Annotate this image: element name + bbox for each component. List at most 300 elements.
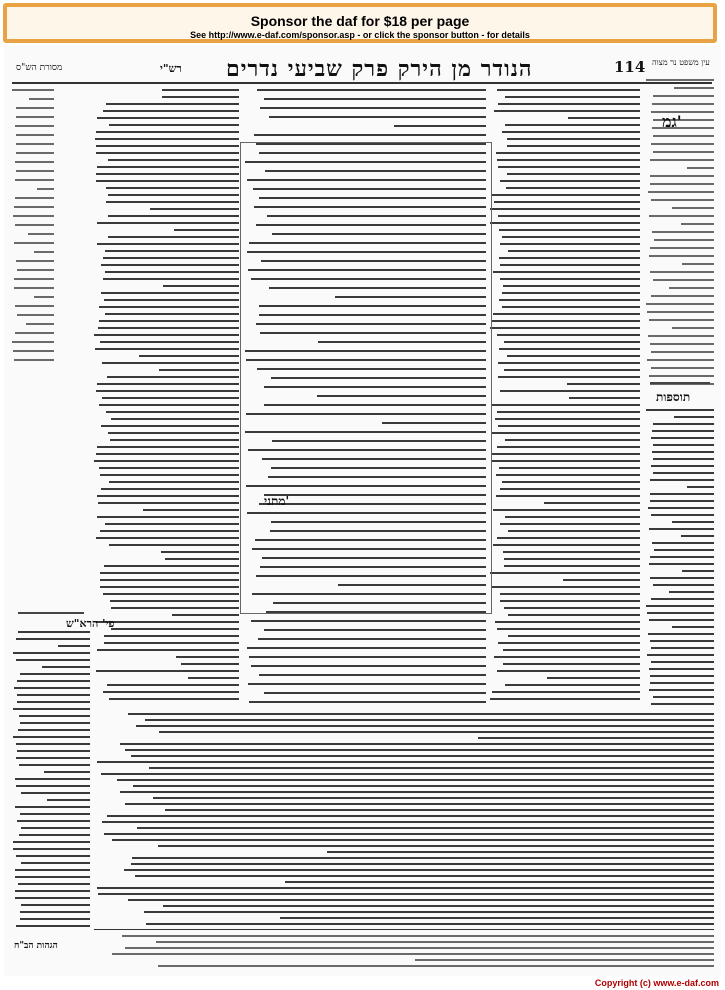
text-line: [505, 439, 640, 441]
text-line: [103, 593, 239, 595]
text-line: [97, 243, 239, 245]
text-line: [652, 542, 714, 544]
text-line: [181, 663, 239, 665]
text-line: [15, 125, 54, 127]
text-line: [492, 453, 640, 455]
folio-number: 114: [614, 58, 646, 76]
text-line: [20, 813, 90, 815]
text-line: [504, 558, 640, 560]
text-line: [650, 479, 714, 481]
text-line: [150, 208, 239, 210]
text-line: [158, 845, 714, 847]
text-line: [125, 803, 714, 805]
text-line: [18, 631, 90, 633]
text-line: [649, 255, 714, 257]
text-line: [649, 563, 714, 565]
text-line: [327, 851, 714, 853]
text-line: [650, 500, 714, 502]
text-line: [34, 296, 54, 298]
text-line: [497, 159, 640, 161]
text-line: [153, 797, 714, 799]
text-line: [20, 673, 90, 675]
text-line: [28, 233, 54, 235]
text-line: [98, 327, 239, 329]
text-line: [101, 264, 239, 266]
text-line: [44, 771, 90, 773]
text-line: [653, 458, 714, 460]
text-line: [97, 222, 239, 224]
text-line: [498, 103, 640, 105]
text-line: [496, 152, 640, 154]
hagahot-footnotes: [94, 932, 714, 968]
text-line: [649, 668, 714, 670]
text-line: [653, 279, 714, 281]
gemara-inner-frame: [240, 142, 492, 614]
text-line: [111, 628, 239, 630]
text-line: [498, 166, 640, 168]
text-line: [14, 687, 90, 689]
text-line: [249, 701, 486, 703]
text-line: [19, 764, 90, 766]
text-line: [264, 692, 486, 694]
text-line: [99, 306, 239, 308]
text-line: [16, 152, 54, 154]
text-line: [285, 881, 714, 883]
text-line: [15, 179, 54, 181]
text-line: [100, 530, 239, 532]
text-line: [13, 708, 90, 710]
text-line: [649, 528, 714, 530]
text-line: [13, 215, 54, 217]
text-line: [646, 605, 714, 607]
text-line: [107, 815, 714, 817]
text-line: [97, 649, 239, 651]
text-line: [14, 242, 54, 244]
text-line: [490, 208, 640, 210]
text-line: [159, 731, 714, 733]
text-line: [505, 124, 640, 126]
text-line: [646, 79, 714, 81]
text-line: [650, 682, 714, 684]
text-line: [21, 792, 90, 794]
text-line: [669, 591, 714, 593]
text-line: [13, 652, 90, 654]
text-line: [502, 481, 640, 483]
text-line: [504, 341, 640, 343]
text-line: [491, 432, 640, 434]
text-line: [649, 619, 714, 621]
text-line: [500, 264, 640, 266]
text-line: [493, 544, 640, 546]
text-line: [568, 117, 640, 119]
text-line: [651, 647, 714, 649]
text-line: [651, 199, 714, 201]
text-line: [109, 544, 239, 546]
text-line: [95, 348, 239, 350]
text-line: [505, 96, 640, 98]
text-line: [96, 453, 239, 455]
text-line: [13, 350, 54, 352]
text-line: [97, 166, 239, 168]
text-line: [650, 271, 714, 273]
text-line: [12, 341, 54, 343]
text-line: [95, 138, 239, 140]
text-line: [106, 103, 239, 105]
text-line: [144, 911, 714, 913]
text-line: [507, 138, 640, 140]
text-line: [15, 778, 90, 780]
text-line: [18, 729, 90, 731]
text-line: [495, 418, 640, 420]
text-line: [102, 397, 239, 399]
text-line: [146, 923, 714, 925]
text-line: [492, 404, 640, 406]
text-line: [264, 629, 486, 631]
sponsor-banner[interactable]: [3, 3, 717, 43]
text-line: [654, 549, 714, 551]
text-line: [654, 239, 714, 241]
text-line: [109, 124, 239, 126]
text-line: [500, 488, 640, 490]
text-line: [145, 719, 714, 721]
text-line: [502, 306, 640, 308]
text-line: [672, 521, 714, 523]
text-line: [490, 698, 640, 700]
text-line: [653, 584, 714, 586]
text-line: [17, 701, 90, 703]
text-line: [499, 229, 640, 231]
text-line: [650, 493, 714, 495]
text-line: [649, 375, 714, 377]
text-line: [254, 134, 486, 136]
text-line: [162, 96, 239, 98]
text-line: [15, 806, 90, 808]
text-line: [647, 359, 714, 361]
text-line: [494, 110, 640, 112]
text-line: [17, 680, 90, 682]
text-line: [149, 767, 714, 769]
rashi-commentary-column: [94, 86, 239, 706]
text-line: [104, 642, 239, 644]
text-line: [108, 194, 239, 196]
text-line: [97, 446, 239, 448]
rosh-commentary-column: [12, 628, 90, 928]
text-line: [161, 551, 239, 553]
text-line: [497, 670, 640, 672]
text-line: [106, 187, 239, 189]
text-line: [494, 656, 640, 658]
text-line: [681, 223, 714, 225]
text-line: [103, 110, 239, 112]
text-line: [104, 299, 239, 301]
text-line: [21, 827, 90, 829]
text-line: [490, 327, 640, 329]
text-line: [21, 862, 90, 864]
text-line: [131, 863, 714, 865]
text-line: [16, 855, 90, 857]
text-line: [125, 947, 714, 949]
gemara-opening-word: גמ': [662, 112, 682, 131]
text-line: [500, 523, 640, 525]
text-line: [15, 224, 54, 226]
text-line: [16, 638, 90, 640]
text-line: [648, 507, 714, 509]
text-line: [506, 187, 640, 189]
text-line: [16, 659, 90, 661]
text-line: [504, 369, 640, 371]
text-line: [499, 257, 640, 259]
text-line: [504, 607, 640, 609]
text-line: [111, 418, 239, 420]
text-line: [100, 474, 239, 476]
text-line: [648, 335, 714, 337]
text-line: [500, 600, 640, 602]
text-line: [648, 191, 714, 193]
text-line: [96, 152, 239, 154]
text-line: [20, 911, 90, 913]
text-line: [652, 451, 714, 453]
text-line: [653, 135, 714, 137]
text-line: [58, 645, 90, 647]
text-line: [502, 236, 640, 238]
text-line: [20, 918, 90, 920]
text-line: [101, 488, 239, 490]
text-line: [497, 334, 640, 336]
tosafot-heading: תוספות: [656, 390, 691, 404]
text-line: [99, 320, 239, 322]
text-line: [97, 761, 714, 763]
text-line: [500, 180, 640, 182]
text-line: [493, 271, 640, 273]
text-line: [647, 654, 714, 656]
text-line: [98, 502, 239, 504]
text-line: [98, 893, 714, 895]
text-line: [649, 215, 714, 217]
text-line: [248, 683, 486, 685]
text-line: [172, 614, 239, 616]
text-line: [21, 904, 90, 906]
text-line: [26, 323, 54, 325]
text-line: [94, 460, 239, 462]
text-line: [505, 516, 640, 518]
sponsor-banner-title[interactable]: Sponsor the daf for $18 per page: [250, 13, 470, 29]
text-line: [651, 437, 714, 439]
text-line: [653, 423, 714, 425]
text-line: [16, 116, 54, 118]
text-line: [500, 243, 640, 245]
text-line: [503, 649, 640, 651]
text-line: [16, 757, 90, 759]
text-line: [96, 670, 239, 672]
mesorah-heading: מסורת הש"ס: [16, 63, 63, 73]
text-line: [651, 598, 714, 600]
mishna-opening-word: מתני': [264, 494, 290, 508]
text-line: [13, 736, 90, 738]
text-line: [103, 257, 239, 259]
text-line: [490, 222, 640, 224]
text-line: [647, 612, 714, 614]
text-line: [104, 833, 714, 835]
text-line: [111, 607, 239, 609]
text-line: [674, 416, 714, 418]
text-line: [174, 229, 239, 231]
text-line: [128, 899, 714, 901]
text-line: [493, 313, 640, 315]
text-line: [14, 206, 54, 208]
text-line: [497, 628, 640, 630]
text-line: [669, 287, 714, 289]
text-line: [508, 250, 640, 252]
text-line: [128, 713, 714, 715]
text-line: [507, 145, 640, 147]
text-line: [96, 621, 239, 623]
text-line: [500, 593, 640, 595]
text-line: [17, 694, 90, 696]
text-line: [264, 98, 486, 100]
text-line: [99, 404, 239, 406]
text-line: [42, 666, 90, 668]
tosafot-commentary-column: [490, 86, 640, 706]
text-line: [97, 495, 239, 497]
text-line: [17, 269, 54, 271]
text-line: [96, 173, 239, 175]
text-line: [20, 722, 90, 724]
text-line: [107, 376, 239, 378]
text-line: [15, 876, 90, 878]
text-line: [108, 432, 239, 434]
text-line: [544, 502, 640, 504]
text-line: [687, 167, 714, 169]
text-line: [13, 841, 90, 843]
text-line: [103, 278, 239, 280]
text-line: [133, 785, 714, 787]
text-line: [563, 579, 640, 581]
text-line: [494, 201, 640, 203]
text-line: [15, 897, 90, 899]
text-line: [14, 359, 54, 361]
text-line: [247, 647, 486, 649]
text-line: [490, 572, 640, 574]
sponsor-banner-subtitle[interactable]: See http://www.e-daf.com/sponsor.asp - or click the sponsor button - for details: [190, 30, 530, 40]
text-line: [650, 343, 714, 345]
text-line: [507, 355, 640, 357]
text-line: [648, 633, 714, 635]
text-line: [37, 188, 54, 190]
text-line: [105, 313, 239, 315]
text-line: [508, 530, 640, 532]
text-line: [650, 175, 714, 177]
text-line: [497, 89, 640, 91]
text-line: [108, 236, 239, 238]
text-line: [107, 684, 239, 686]
text-line: [652, 430, 714, 432]
text-line: [110, 600, 239, 602]
text-line: [188, 677, 239, 679]
text-line: [492, 586, 640, 588]
text-line: [495, 621, 640, 623]
text-line: [100, 586, 239, 588]
text-line: [108, 159, 239, 161]
text-line: [15, 890, 90, 892]
text-line: [505, 684, 640, 686]
text-line: [651, 111, 714, 113]
text-line: [280, 917, 714, 919]
text-line: [97, 516, 239, 518]
text-line: [651, 465, 714, 467]
text-line: [16, 260, 54, 262]
text-line: [34, 251, 54, 253]
text-line: [650, 577, 714, 579]
text-line: [163, 905, 714, 907]
text-line: [567, 383, 640, 385]
text-line: [124, 869, 714, 871]
text-line: [139, 355, 239, 357]
text-line: [16, 170, 54, 172]
text-line: [651, 703, 714, 705]
text-line: [16, 143, 54, 145]
text-line: [492, 691, 640, 693]
text-line: [12, 89, 54, 91]
text-line: [15, 332, 54, 334]
text-line: [251, 665, 486, 667]
text-line: [102, 362, 239, 364]
text-line: [17, 314, 54, 316]
text-line: [491, 460, 640, 462]
text-line: [650, 675, 714, 677]
text-line: [498, 425, 640, 427]
text-line: [105, 271, 239, 273]
text-line: [497, 411, 640, 413]
text-line: [502, 292, 640, 294]
text-line: [112, 839, 714, 841]
text-line: [15, 305, 54, 307]
text-line: [498, 376, 640, 378]
text-line: [478, 737, 714, 739]
text-line: [103, 691, 239, 693]
text-line: [158, 965, 714, 967]
text-line: [16, 134, 54, 136]
text-line: [257, 89, 486, 91]
text-line: [102, 821, 714, 823]
text-line: [682, 570, 714, 572]
text-line: [651, 351, 714, 353]
text-line: [136, 725, 714, 727]
text-line: [569, 397, 640, 399]
text-line: [101, 292, 239, 294]
text-line: [508, 635, 640, 637]
text-line: [15, 869, 90, 871]
text-line: [647, 311, 714, 313]
text-line: [504, 565, 640, 567]
text-line: [502, 131, 640, 133]
text-line: [122, 935, 714, 937]
text-line: [497, 537, 640, 539]
text-line: [16, 743, 90, 745]
text-line: [106, 201, 239, 203]
page-title: הנודר מן הירק פרק שביעי נדרים: [226, 56, 533, 82]
lower-commentary-block: [94, 710, 714, 928]
talmud-page: [4, 46, 721, 976]
text-line: [496, 495, 640, 497]
text-line: [17, 750, 90, 752]
text-line: [96, 390, 239, 392]
text-line: [176, 656, 239, 658]
text-line: [110, 439, 239, 441]
text-line: [97, 887, 714, 889]
text-line: [646, 303, 714, 305]
text-line: [674, 87, 714, 89]
tosafot-ornament: [650, 382, 710, 384]
